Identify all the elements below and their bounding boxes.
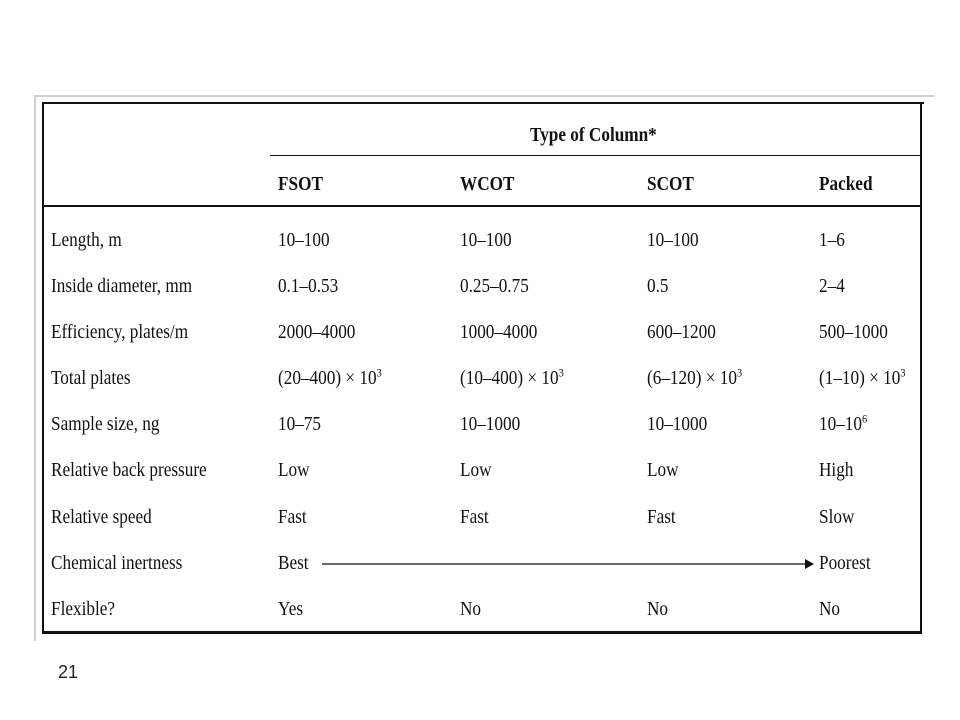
table-cell: 10–100 xyxy=(460,229,512,251)
cell-exponent: 3 xyxy=(558,365,564,380)
column-header-packed: Packed xyxy=(819,173,873,195)
row-label: Flexible? xyxy=(51,598,116,620)
table-cell: Best xyxy=(278,552,309,574)
cell-exponent: 6 xyxy=(862,411,868,426)
table-cell: 0.5 xyxy=(647,275,669,297)
table-cell: 10–1000 xyxy=(647,413,708,435)
inertness-arrow xyxy=(318,557,818,571)
table-cell: Fast xyxy=(460,506,489,528)
table-cell: 0.25–0.75 xyxy=(460,275,529,297)
table-cell: 600–1200 xyxy=(647,321,716,343)
row-label: Chemical inertness xyxy=(51,552,183,574)
table-cell: 10–75 xyxy=(278,413,321,435)
table-cell: 2000–4000 xyxy=(278,321,356,343)
header-bottom-rule xyxy=(42,205,922,207)
table-cell: Slow xyxy=(819,506,855,528)
cell-exponent: 3 xyxy=(900,365,906,380)
table-cell xyxy=(278,366,382,390)
table-cell: High xyxy=(819,459,854,481)
table-cell xyxy=(460,366,564,390)
table-cell: 10–1000 xyxy=(460,413,521,435)
table-left-rule xyxy=(42,102,44,634)
table-cell: Low xyxy=(278,459,310,481)
table-bottom-rule xyxy=(42,631,922,634)
table-cell: 1000–4000 xyxy=(460,321,538,343)
table-cell: 1–6 xyxy=(819,229,845,251)
cell-exponent: 3 xyxy=(376,365,382,380)
cell-value: (1–10) × 10 xyxy=(819,367,901,389)
page-number: 21 xyxy=(58,662,79,682)
table-cell: 10–100 xyxy=(278,229,330,251)
row-label: Length, m xyxy=(51,229,122,251)
table-cell: No xyxy=(819,598,841,620)
column-header-wcot: WCOT xyxy=(460,173,515,195)
cell-value: (6–120) × 10 xyxy=(647,367,737,389)
row-label: Inside diameter, mm xyxy=(51,275,193,297)
frame-left-border xyxy=(34,95,36,641)
table-cell: 500–1000 xyxy=(819,321,888,343)
cell-exponent: 3 xyxy=(736,365,743,380)
table-cell: 0.1–0.53 xyxy=(278,275,339,297)
table-cell xyxy=(819,412,867,436)
row-label: Relative speed xyxy=(51,506,152,528)
table-cell: No xyxy=(647,598,669,620)
table-cell xyxy=(647,366,742,390)
cell-value: (20–400) × 10 xyxy=(278,367,377,389)
table-cell: Low xyxy=(460,459,492,481)
column-group-header: Type of Column* xyxy=(530,124,657,146)
column-header-fsot: FSOT xyxy=(278,173,323,195)
table-cell: No xyxy=(460,598,482,620)
table-cell: Yes xyxy=(278,598,304,620)
column-header-scot: SCOT xyxy=(647,173,694,195)
table-cell: Fast xyxy=(647,506,676,528)
table-cell: Fast xyxy=(278,506,307,528)
table-cell xyxy=(819,366,906,390)
table-cell: 2–4 xyxy=(819,275,845,297)
table-cell: 10–100 xyxy=(647,229,699,251)
group-header-rule xyxy=(270,155,922,156)
table-cell: Low xyxy=(647,459,679,481)
column-comparison-table xyxy=(42,102,924,634)
table-right-rule xyxy=(920,102,922,634)
cell-value: (10–400) × 10 xyxy=(460,367,559,389)
cell-value: 10–10 xyxy=(819,413,862,435)
frame-top-border xyxy=(36,95,934,97)
row-label: Sample size, ng xyxy=(51,413,160,435)
row-label: Relative back pressure xyxy=(51,459,207,481)
row-label: Efficiency, plates/m xyxy=(51,321,189,343)
table-top-rule xyxy=(42,102,924,104)
table-cell: Poorest xyxy=(819,552,871,574)
row-label: Total plates xyxy=(51,367,131,389)
